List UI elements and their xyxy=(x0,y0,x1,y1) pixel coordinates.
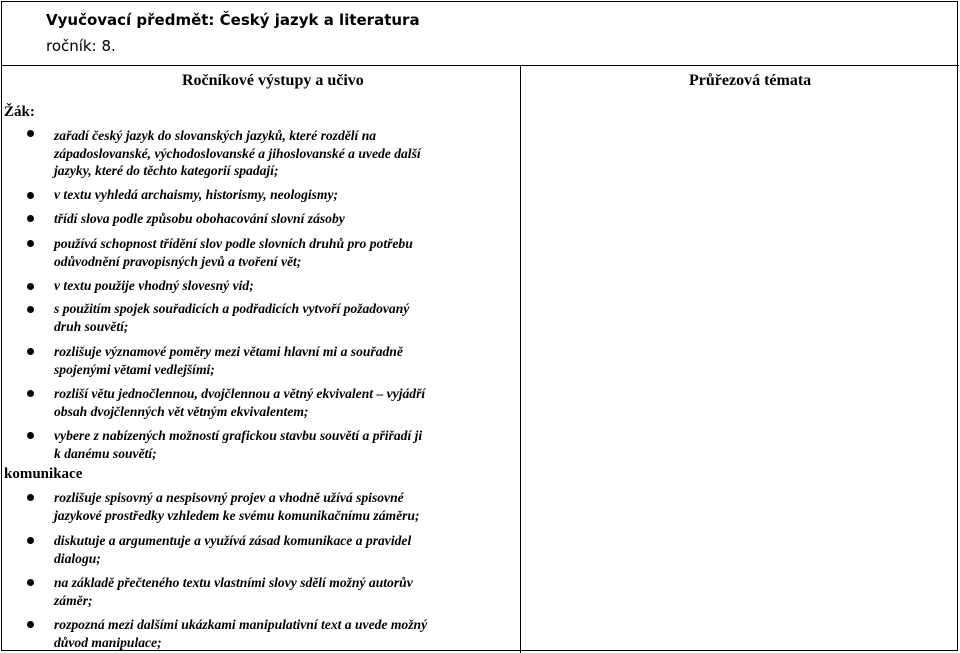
bullet-marker xyxy=(27,192,34,199)
list-item xyxy=(54,300,504,335)
item-line: západoslovanské, východoslovanské a jihoslovanské a uvede další xyxy=(54,145,421,161)
list-item xyxy=(54,489,504,524)
bullet-marker xyxy=(27,621,34,628)
column-title-crosscutting: Průřezová témata xyxy=(689,72,812,89)
item-line: rozliší větu jednočlennou, dvojčlennou a větný ekvivalent – vyjádří xyxy=(54,386,426,401)
list-item xyxy=(54,127,504,180)
list-item xyxy=(54,210,504,228)
bullet-marker xyxy=(27,215,34,222)
bullet-marker xyxy=(27,537,34,544)
bullet-marker xyxy=(27,130,34,137)
item-line: obsah dvojčlenných vět větným ekvivalentem; xyxy=(54,403,309,419)
list-item xyxy=(54,343,504,378)
list-item xyxy=(54,427,504,462)
list-item xyxy=(54,574,504,609)
bullet-marker xyxy=(27,494,34,501)
item-line: v textu použije vhodný slovesný vid; xyxy=(54,278,254,293)
item-line: vybere z nabízených možností grafickou stavbu souvětí a přiřadí ji xyxy=(54,428,423,443)
column-title-outcomes: Ročníkové výstupy a učivo xyxy=(182,72,364,89)
subject-title: Vyučovací předmět: Český jazyk a literatura xyxy=(46,11,420,29)
column-divider xyxy=(520,65,521,653)
item-line: diskutuje a argumentuje a využívá zásad komunikace a pravidel xyxy=(54,533,412,548)
item-line: spojenými větami vedlejšími; xyxy=(54,361,215,377)
item-line: jazyky, které do těchto kategorií spadají; xyxy=(54,163,279,178)
item-line: odůvodnění pravopisných jevů a tvoření vět; xyxy=(54,253,302,269)
bullet-marker xyxy=(27,432,34,439)
list-item xyxy=(54,616,504,651)
item-line: důvod manipulace; xyxy=(54,634,162,650)
list-item xyxy=(54,186,504,204)
header-divider xyxy=(1,65,959,66)
item-line: záměr; xyxy=(54,592,93,608)
bullet-marker xyxy=(27,283,34,290)
bullet-marker xyxy=(27,306,34,313)
list-item xyxy=(54,385,504,420)
item-line: v textu vyhledá archaismy, historismy, neologismy; xyxy=(54,187,339,202)
item-line: na základě přečteného textu vlastními slovy sdělí možný autorův xyxy=(54,575,413,590)
item-line: druh souvětí; xyxy=(54,318,129,334)
item-line: třídí slova podle způsobu obohacování slovní zásoby xyxy=(54,211,345,226)
bullet-marker xyxy=(27,348,34,355)
item-line: používá schopnost třídění slov podle slovních druhů pro potřebu xyxy=(54,236,413,251)
list-item xyxy=(54,235,504,270)
bullet-marker xyxy=(27,390,34,397)
section-label-communication: komunikace xyxy=(4,466,83,482)
item-line: zařadí český jazyk do slovanských jazyků, které rozdělí na xyxy=(54,128,377,143)
list-item xyxy=(54,277,504,295)
item-line: rozlišuje spisovný a nespisovný projev a vhodně užívá spisovné xyxy=(54,490,404,505)
bullet-marker xyxy=(27,240,34,247)
item-line: rozpozná mezi dalšími ukázkami manipulativní text a uvede možný xyxy=(54,617,428,632)
item-line: k danému souvětí; xyxy=(54,445,157,461)
item-line: dialogu; xyxy=(54,550,101,566)
student-label: Žák: xyxy=(4,104,35,120)
grade-label: ročník: 8. xyxy=(46,37,116,55)
item-line: rozlišuje významové poměry mezi větami hlavní mi a souřadně xyxy=(54,344,403,359)
list-item xyxy=(54,532,504,567)
bullet-marker xyxy=(27,579,34,586)
item-line: s použitím spojek souřadicích a podřadicích vytvoří požadovaný xyxy=(54,301,410,316)
item-line: jazykové prostředky vzhledem ke svému komunikačnímu záměru; xyxy=(54,507,420,523)
